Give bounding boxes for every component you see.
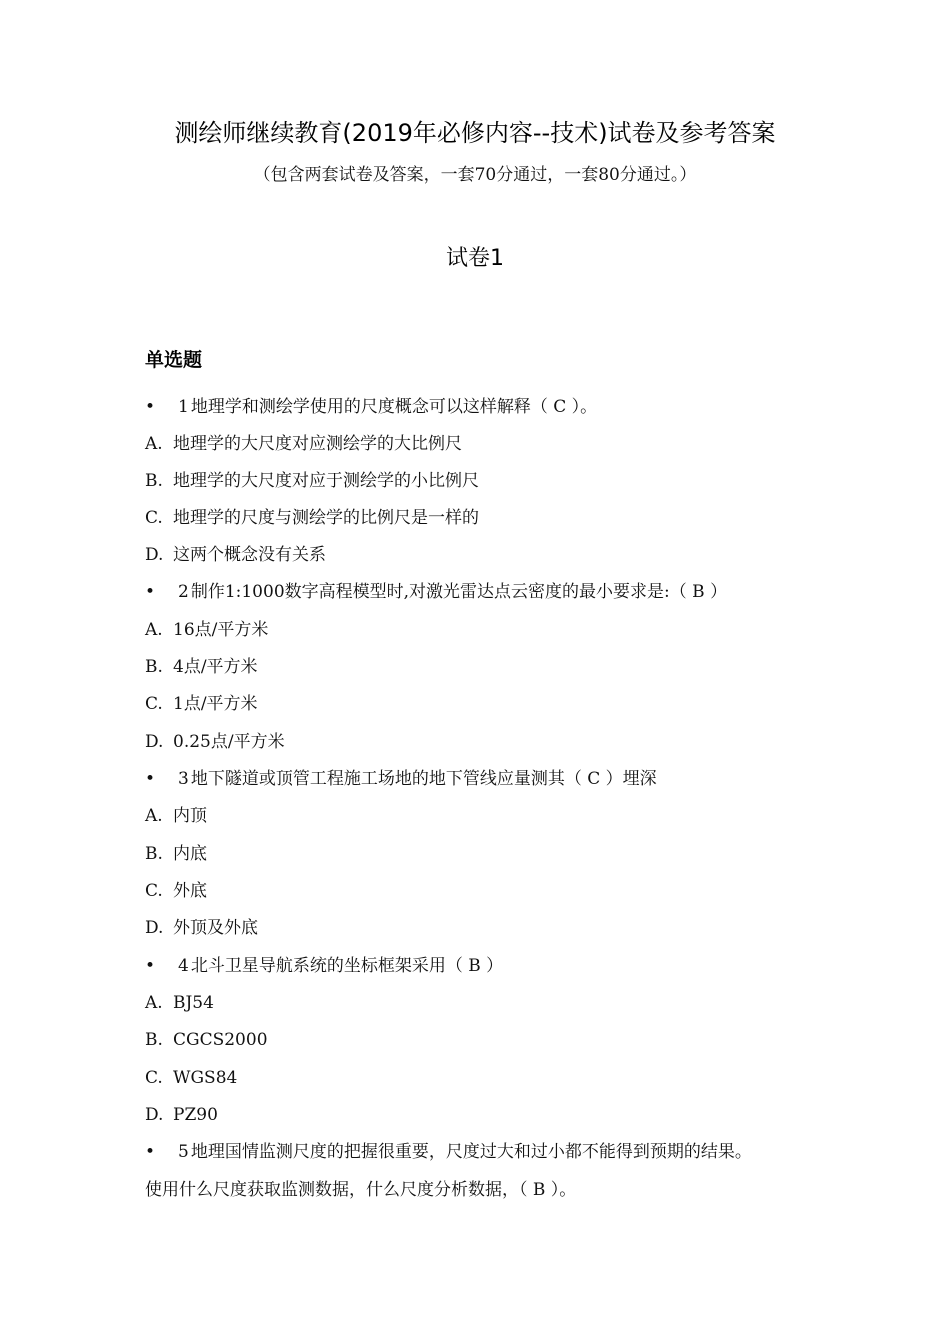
bullet-icon: • — [145, 769, 156, 789]
option-3b — [145, 841, 207, 867]
option-3d — [145, 915, 258, 941]
question-5 — [145, 1139, 752, 1165]
option-4c — [145, 1065, 237, 1091]
document-title: 测绘师继续教育(2019年必修内容--技术)试卷及参考答案 — [174, 119, 776, 147]
option-letter: C. — [145, 694, 163, 714]
option-letter: C. — [145, 1068, 163, 1088]
question-number: 4 — [178, 956, 189, 976]
question-4 — [145, 953, 503, 979]
question-text: 地理国情监测尺度的把握很重要，尺度过大和过小都不能得到预期的结果。 — [190, 1142, 752, 1162]
option-letter: A. — [145, 434, 163, 454]
option-2c — [145, 691, 258, 717]
option-letter: A. — [145, 806, 163, 826]
option-1d — [145, 542, 326, 568]
bullet-icon: • — [145, 1142, 156, 1162]
option-text: CGCS2000 — [173, 1030, 268, 1050]
option-1b — [145, 468, 479, 494]
option-4a — [145, 990, 214, 1016]
option-text: 这两个概念没有关系 — [173, 545, 326, 565]
option-letter: B. — [145, 844, 163, 864]
option-text: 内底 — [173, 844, 207, 864]
option-text: BJ54 — [173, 993, 214, 1013]
option-letter: A. — [145, 620, 163, 640]
option-letter: B. — [145, 1030, 163, 1050]
option-2b — [145, 654, 258, 680]
option-4b — [145, 1027, 268, 1053]
option-2a — [145, 617, 268, 643]
bullet-icon: • — [145, 397, 156, 417]
option-letter: C. — [145, 508, 163, 528]
option-letter: C. — [145, 881, 163, 901]
option-letter: B. — [145, 657, 163, 677]
option-4d — [145, 1102, 218, 1128]
option-letter: D. — [145, 732, 164, 752]
document-subtitle: （包含两套试卷及答案，一套70分通过，一套80分通过。） — [253, 165, 697, 185]
option-letter: D. — [145, 545, 164, 565]
option-text: 16点/平方米 — [173, 620, 269, 640]
question-text: 北斗卫星导航系统的坐标框架采用（ B ） — [190, 956, 504, 976]
question-number: 1 — [178, 397, 189, 417]
option-2d — [145, 729, 285, 755]
bullet-icon: • — [145, 582, 156, 602]
option-text: 内顶 — [173, 806, 207, 826]
option-text: 地理学的大尺度对应于测绘学的小比例尺 — [173, 471, 479, 491]
question-text: 地理学和测绘学使用的尺度概念可以这样解释（ C ）。 — [190, 397, 598, 417]
option-text: 外顶及外底 — [173, 918, 258, 938]
question-1 — [145, 394, 597, 420]
option-text: WGS84 — [173, 1068, 238, 1088]
question-3 — [145, 766, 657, 792]
section-heading: 单选题 — [145, 349, 203, 371]
question-text: 地下隧道或顶管工程施工场地的地下管线应量测其（ C ）埋深 — [190, 769, 657, 789]
option-letter: D. — [145, 1105, 164, 1125]
option-text: 1点/平方米 — [173, 694, 258, 714]
option-letter: B. — [145, 471, 163, 491]
question-5-continuation: 使用什么尺度获取监测数据，什么尺度分析数据，（ B ）。 — [145, 1180, 577, 1200]
option-text: 地理学的尺度与测绘学的比例尺是一样的 — [173, 508, 479, 528]
option-letter: D. — [145, 918, 164, 938]
option-letter: A. — [145, 993, 163, 1013]
question-number: 5 — [178, 1142, 189, 1162]
option-3a — [145, 803, 207, 829]
question-number: 2 — [178, 582, 189, 602]
question-2 — [145, 579, 727, 605]
option-text: 地理学的大尺度对应测绘学的大比例尺 — [173, 434, 462, 454]
option-text: 0.25点/平方米 — [173, 732, 285, 752]
option-text: PZ90 — [173, 1105, 218, 1125]
paper-title: 试卷1 — [446, 246, 504, 271]
option-text: 4点/平方米 — [173, 657, 258, 677]
option-1a — [145, 431, 462, 457]
question-number: 3 — [178, 769, 189, 789]
question-text: 制作1:1000数字高程模型时,对激光雷达点云密度的最小要求是:（ B ） — [190, 582, 728, 602]
option-text: 外底 — [173, 881, 207, 901]
option-1c — [145, 505, 479, 531]
bullet-icon: • — [145, 956, 156, 976]
option-3c — [145, 878, 207, 904]
